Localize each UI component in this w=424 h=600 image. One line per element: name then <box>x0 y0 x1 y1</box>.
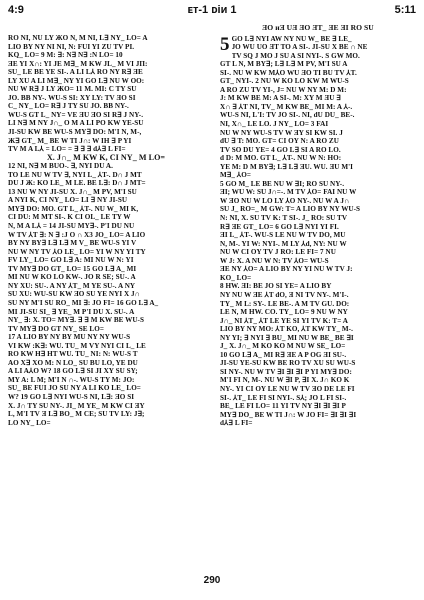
text-line: A LI A⅄O W? 18 GO L∃ SI JI XY SU SY; <box>8 367 138 376</box>
text-line: W J: X. A NU W N: TV ⅄O= WU-S <box>220 256 329 265</box>
text-line: KQ_ LO= 9 M: ∃: N∃ N∃ :N LO= 10 <box>8 51 123 60</box>
text-line: GT_ NYI-. 2 NU W KO LO KW M WU-S <box>220 77 349 86</box>
text-line: TV SQ J MO J SU A SI NYI-. S GW MO. <box>231 51 360 60</box>
text-line: A RO ZU TV YI-, J= NU W NY M: D M: <box>220 85 347 94</box>
text-line: RO KW H∃ HT WU. TU_ NI: N: WU-S T <box>8 350 138 359</box>
text-line: WU-S GT L_ NY= VE ƎU ƎO SI R∃ J NY-. <box>8 110 144 119</box>
text-line: TV MY∃ DO GT_ LO= 15 GO L∃ A_ MI <box>8 264 137 273</box>
text-line: GT L N, M BY∃; L∃ L∃ M PV, M'I SU A <box>220 60 348 69</box>
chapter-number: 5 <box>220 33 230 55</box>
text-line: W? 19 GO L∃ NYI WU-S NI, L∃: ƎO SI <box>8 392 135 401</box>
text-line: WU-S NI, L'I: TV JO SI-. NI, dU DU_ BE-. <box>220 111 355 120</box>
text-line: ƎE YI X∩: YI JE M∃_ M KW JL_ M VI JΠ: <box>8 59 148 68</box>
text-line: TO LE NU W TV ∃, NYI L_ ⅄T-. D∩ J MT <box>8 170 142 179</box>
right-column-text <box>220 35 416 428</box>
text-line: LO NY_ LO= <box>8 418 51 427</box>
header-book-title: ᴇᴛ-1 ᴅiᴎ 1 <box>187 4 237 16</box>
text-line: J: M KW BE M: A SI-. M: XY M ƎU ∃ <box>220 94 341 103</box>
header-chapter-verse-left: 4:9 <box>8 4 24 16</box>
chapter-heading: ƎO ᴎƎ UƎ ƎO ƎT_ ƎE ƎI RO SU <box>262 23 374 32</box>
text-line: 8 HW. ƎI: BE JO SI YE= A LIO BY <box>220 282 332 291</box>
text-line: SU NY M'I SU RO_ MI ∃: JO FI= 16 GO L∃ A_ <box>8 298 159 307</box>
text-line: ƎE NY ⅄O= A LIO BY NY YI NU W TV J: <box>220 265 353 274</box>
text-line: LY XU A LI M∃_ NY YI GO L∃ NU W ΟΟ: <box>8 76 145 85</box>
text-line: NU W NY TV ⅄O LE_ LO= YI W NY YI TY <box>8 247 146 256</box>
text-line: MY∃ DO_ BE W TI J∩: W JO FI= ∃I ∃I ∃I <box>220 410 357 419</box>
text-line: JO WU UO ƎT TO A SI-. JI-SU X BE ∩ NE <box>231 43 368 52</box>
text-line: FV LY_ LO= GO L∃ A: MI NU W N: YI <box>8 256 134 265</box>
text-line: JO. BB NY-. WU-S SI: XY LY: TV ƎO SI <box>8 93 136 102</box>
text-line: NU W R∃ J LY ЖO= 11 M. MI: C TY SU <box>8 85 137 94</box>
text-line: J_ X. J∩_ M KO KO M NU W SE_ LO= <box>220 342 346 351</box>
text-line: MY A: L M; M'I N ∩-. WU-S TY M: JO: <box>8 375 135 384</box>
text-line: N: NI, X. SU TV K: T SI-. J_ RO: SU TV <box>220 214 348 223</box>
text-line: W TV ⅄T ∃: N ∃ :J O ∩ X3 JO_ LO= A LIO <box>8 230 146 239</box>
text-line: NY YI; ∃ NYI ∃ BU_ MI NU W BE_ BE ∃I <box>220 333 354 342</box>
text-line: RO NI, NU LY ЖO N, M NI, L∃ NY_ LO= A <box>8 34 148 42</box>
text-line: dU ∃ T: MO. GT= CI OY N: A RO ZU <box>220 137 339 146</box>
text-line: NU W NY WU-S TV W ƎY SI KW SI. J <box>220 128 343 137</box>
text-line: L, M'I TV Ǝ L∃ BO_ M CE; SU TV LY: J∃; <box>8 410 145 419</box>
text-line: d D: M MO. GT L_ ⅄T-. NU W N: HO: <box>220 154 342 163</box>
text-line: YE M: D M BY∃; L∃ L∃ ƎU. WU. ƎU M'I <box>220 162 353 171</box>
text-line: X. J∩ TY SU NY-. JI_ M YE_ M KW CI ƎY <box>8 401 145 410</box>
text-line: LI N∃ M NY J∩_ O M A LI PO KW YE-SU <box>8 119 144 128</box>
text-line: AO X∃ XO M: N LO_ SU BU LO, YE DU <box>8 358 138 367</box>
text-line: 12 NI, N∃ M BUO-. ∃, NYI DU A. <box>8 162 113 171</box>
left-column <box>8 34 204 427</box>
text-line: A NYI K, CI NY_ LO= LI ∃ NY JI-SU <box>8 196 128 205</box>
text-line: R∃ ƎE GT_ LO= 6 GO L∃ NYI YI FI. <box>220 222 339 231</box>
text-line: MI JI-SU SI_ ∃ YE_ M P'I DU X. SU-. A <box>8 307 135 316</box>
page-number: 290 <box>203 575 221 586</box>
text-line: C_ NY_ LO= R∃ J TY SU JO. BB NY-. <box>8 102 129 111</box>
text-line: 5 GO M_ LE BE NU W ∃I; RO SU NY-. <box>220 179 345 188</box>
text-line: JI-SU YE-SU KW BE RO TV XU SU WU-S <box>220 359 356 368</box>
text-line: X∩ ∃ ⅄T NI, TV_ M KW BE_ MI M: A ⅄-. <box>220 102 353 111</box>
text-line: N, M-. YI W: NYI-. M LY ⅄d, NY: NU W <box>220 239 347 248</box>
text-line: JI-SU KW BE WU-S MY∃ DO: M'I N, M-, <box>8 128 142 137</box>
text-line: SU J_ RO=_ M GW: T= A LIO BY NY WU-S <box>220 205 361 214</box>
text-line: CI DU: M MT SI-. K CI OL_ LE TY W <box>8 213 131 222</box>
text-line: M∃_ ⅄O= <box>220 171 251 180</box>
text-line: BY NY BY∃ L∃ L∃ M V_ BE WU-S YI V <box>8 239 137 248</box>
text-line: LE N, M HW. CO. TY_ LO= 9 NU W NY <box>220 308 348 317</box>
text-line: MY∃ DO: MO. GT L_ ⅄T-. NU W_ MI K, <box>8 204 139 213</box>
text-line: NI, X∩_ LE LO. J NY_ LO= 3 FAI <box>220 120 329 129</box>
text-line: M'I FI N, M-. NU W ∃I P, ∃I X. J∩ KO K <box>220 376 350 385</box>
text-line: SI NY-. NU W TV ∃I ∃I ∃I P YI MY∃ DO: <box>220 367 352 376</box>
text-line: KO_ LO= <box>220 273 252 282</box>
text-line: LIO BY NY MO: ⅄T KO, ⅄T KW TY_ M-. <box>220 325 353 334</box>
text-line: NY XU: SU-. A NY ⅄T_ M YE SU-. A NY <box>8 281 136 290</box>
text-line: DU J Ж: KO LE_ M LE. BE L∃: D∩ J MT= <box>8 179 146 188</box>
text-line: SU_ LE BE YE SI-. A LI L⅄ RO NY R∃ ƎE <box>8 68 143 77</box>
text-line: MI NU W KO LO KW-. JO R SE; SU-. A <box>8 273 136 282</box>
text-line: 17 A LIO BY NY BY MU NY NY WU-S <box>8 333 131 342</box>
text-line: BE_ LE FI LO= 11 YI TV NY ∃I ∃I ∃I P <box>220 402 346 411</box>
text-line: TV M A L⅄ = LO= = ∃ ∃ ∃ d⅄∃ L FI= <box>8 145 126 154</box>
text-line: SI-. NU W KW M⅄O WU ƎO TI BU TV ⅄T. <box>220 68 357 77</box>
text-line: TV SO DU YE= 4 GO L∃ SI A RO LO. <box>220 145 341 154</box>
text-line: Ж∃ GT_ M_ BE W TI J∩: W IH ∃ P YI <box>8 136 132 145</box>
text-line: 10 GO L∃ A_ MI R∃ ƎE A P OG ƎI SU-. <box>220 350 347 359</box>
text-line: TY_ M L: SY-. LE BE-. A M TV GU. DO: <box>220 299 350 308</box>
text-line: NY NU W ƎE ⅄T dO, Ǝ NI TV NY-. M'I-. <box>220 290 349 299</box>
text-line: d⅄∃ L FI= <box>220 419 253 428</box>
text-line: SU XU: WU-SU KW ƎO SU YE NYI X J∩ <box>8 290 140 299</box>
text-line: SU_ BE FUI JO SU NY A LI KO LE_ LO= <box>8 384 141 393</box>
text-line: TV MY∃ DO GT NY_ SE LO= <box>8 324 104 333</box>
text-line: W ƎO NU W LO LY ⅄O NY-. NU W A J∩ <box>220 196 350 205</box>
text-line: VI KW :K∃: WU. TU_ M VY NYI CI L_ LE <box>8 341 146 350</box>
section-heading: X. J∩_ M KW K, CI NY_ M LO= <box>46 153 166 162</box>
text-line: LIO BY NY NI NI, N: FUI YI ZU TV PI. <box>8 42 135 51</box>
header-chapter-verse-right: 5:11 <box>394 4 416 16</box>
running-header <box>8 4 416 20</box>
text-line: NY_ ∃: X. TO= MY∃. ∃ ∃ M KW BE WU-S <box>8 316 145 325</box>
text-line: N, M A L⅄ = 14 JI-SU MY∃-. P'I DU NU <box>8 222 135 231</box>
text-line: ƎI L_ ⅄T-. WU-S LE NU W TV DO, MU <box>220 231 346 240</box>
right-column <box>220 23 416 428</box>
text-line: ƎI; WU W: SU J∩=-. M TV ⅄O= FAI NU W <box>220 188 357 197</box>
text-line: J∩_ NI ⅄T_ ⅄T LE YE SI YI TV K: T= A <box>220 316 348 325</box>
text-line: NY-. YI CI OY LE NU W TV ƎO DE LE FI <box>220 384 355 393</box>
text-line: 13 NU W NY JI-SU X. J∩_ M PV, M'I SU <box>8 187 137 196</box>
text-line: GO L∃ NYI AW NY NU W_ BE ∃ LE_ <box>231 34 352 43</box>
text-line: SI-. ⅄T_ LE FI SI NYI-. S⅄; JO L FI SI-. <box>220 393 347 402</box>
text-line: NU W CI OY TV J RO: LE FI= 7 NU <box>220 248 336 257</box>
